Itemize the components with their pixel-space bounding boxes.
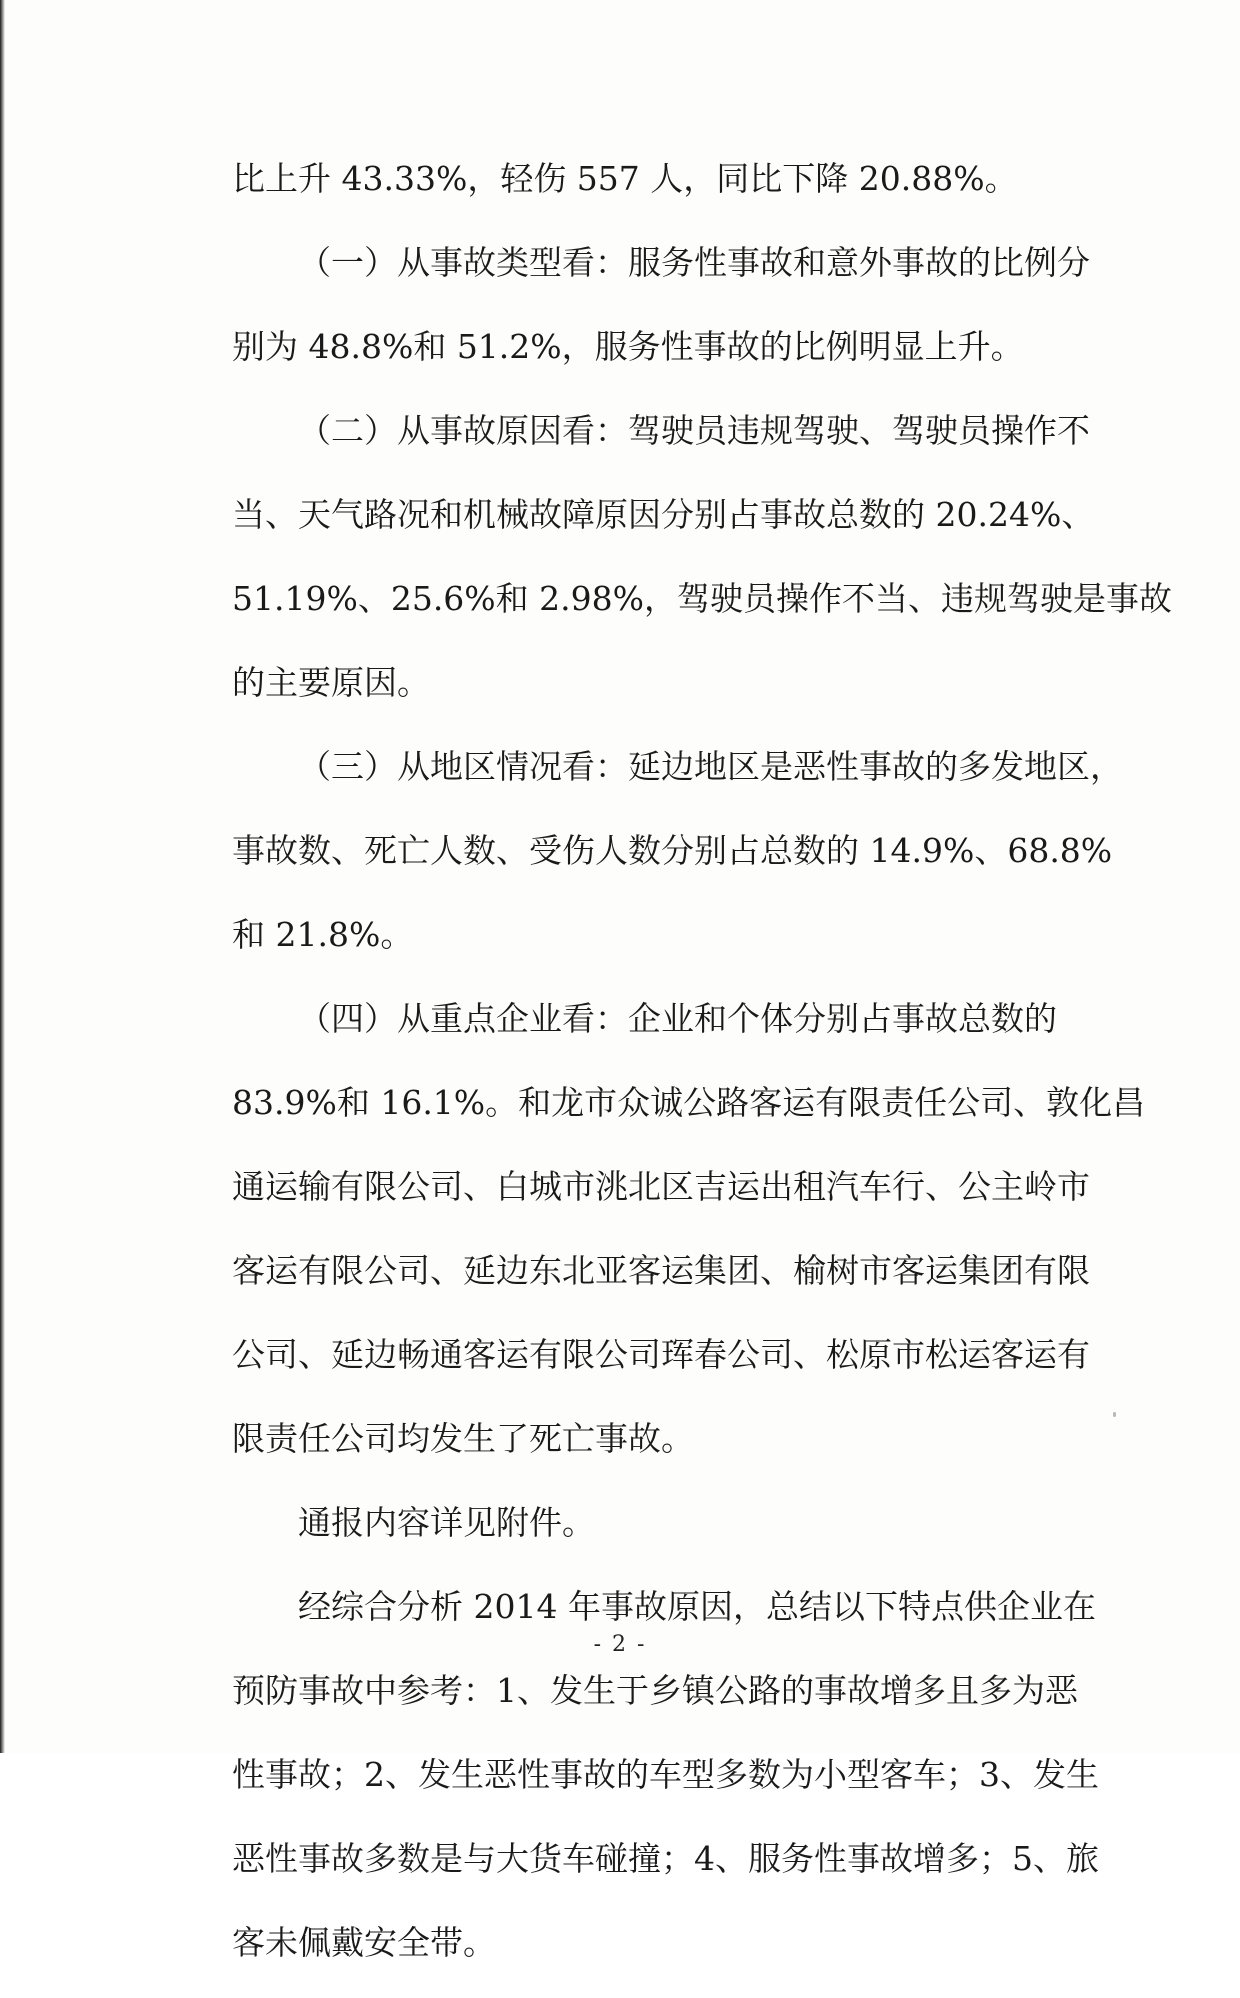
text-line: 恶性事故多数是与大货车碰撞；4、服务性事故增多；5、旅 [232, 1839, 1099, 1878]
text-line: 公司、延边畅通客运有限公司珲春公司、松原市松运客运有 [232, 1335, 1090, 1374]
scan-edge-shadow [0, 0, 5, 1753]
text-line: 客运有限公司、延边东北亚客运集团、榆树市客运集团有限 [232, 1251, 1090, 1290]
text-line: 比上升 43.33%，轻伤 557 人，同比下降 20.88%。 [232, 159, 1018, 198]
text-line: 事故数、死亡人数、受伤人数分别占总数的 14.9%、68.8% [232, 831, 1113, 870]
text-line: 经综合分析 2014 年事故原因，总结以下特点供企业在 [298, 1587, 1096, 1626]
text-line: （三）从地区情况看：延边地区是恶性事故的多发地区， [298, 747, 1123, 786]
text-line: 83.9%和 16.1%。和龙市众诚公路客运有限责任公司、敦化昌 [232, 1083, 1146, 1122]
body-text [232, 150, 1172, 1998]
text-line: （四）从重点企业看：企业和个体分别占事故总数的 [298, 999, 1057, 1038]
text-line: 当、天气路况和机械故障原因分别占事故总数的 20.24%、 [232, 495, 1095, 534]
text-line: 限责任公司均发生了死亡事故。 [232, 1419, 694, 1458]
scan-speck [1113, 1412, 1116, 1417]
page-number: - 2 - [593, 1632, 647, 1657]
text-line: 客未佩戴安全带。 [232, 1923, 496, 1962]
text-line: 性事故；2、发生恶性事故的车型多数为小型客车；3、发生 [232, 1755, 1099, 1794]
text-line: 别为 48.8%和 51.2%，服务性事故的比例明显上升。 [232, 327, 1024, 366]
text-line: 和 21.8%。 [232, 915, 414, 954]
text-line: 通运输有限公司、白城市洮北区吉运出租汽车行、公主岭市 [232, 1167, 1090, 1206]
text-line: （二）从事故原因看：驾驶员违规驾驶、驾驶员操作不 [298, 411, 1090, 450]
text-line: 通报内容详见附件。 [298, 1503, 595, 1542]
text-line: （一）从事故类型看：服务性事故和意外事故的比例分 [298, 243, 1090, 282]
text-line: 51.19%、25.6%和 2.98%，驾驶员操作不当、违规驾驶是事故 [232, 579, 1172, 618]
text-line: 的主要原因。 [232, 663, 430, 702]
text-line: 预防事故中参考：1、发生于乡镇公路的事故增多且多为恶 [232, 1671, 1078, 1710]
